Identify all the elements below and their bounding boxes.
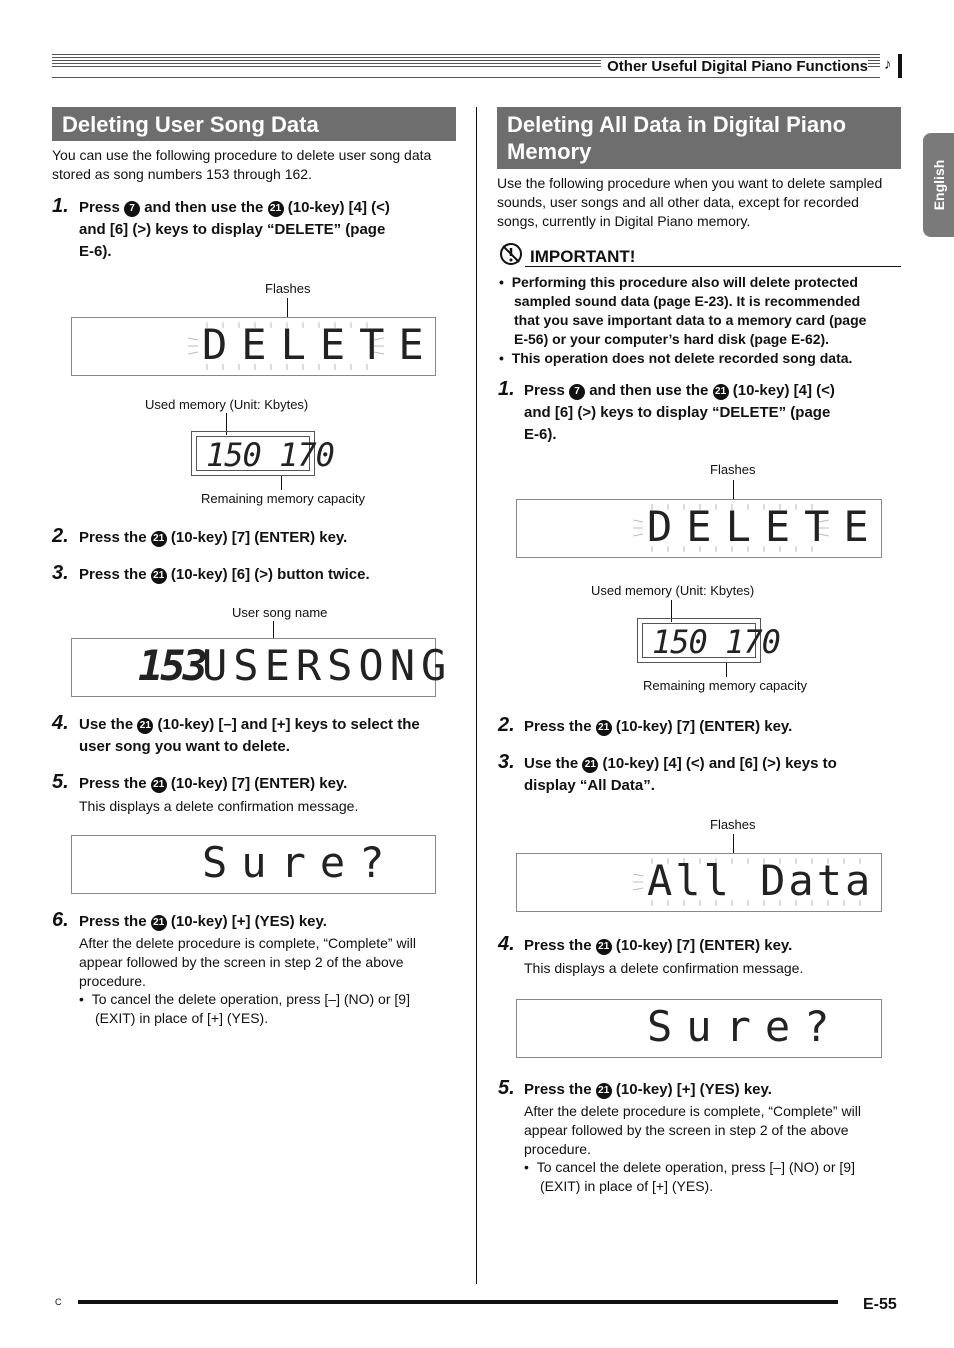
tenkey-badge: 21 — [596, 720, 612, 736]
memory-display: 150 170 — [637, 618, 761, 663]
flashes-caption: Flashes — [710, 817, 756, 832]
lcd-all-data-display: All Data — [516, 853, 882, 912]
used-memory-caption: Used memory (Unit: Kbytes) — [145, 397, 309, 412]
right-intro: Use the following procedure when you want to delete sampled sounds, user songs and all other data, except for recorded songs, currently in Digital Piano memory. — [497, 175, 883, 229]
tenkey-badge: 21 — [268, 201, 284, 217]
flashes-caption: Flashes — [265, 281, 311, 296]
footer-rule — [78, 1300, 838, 1304]
tenkey-badge: 21 — [713, 384, 729, 400]
left-step-3: Press the 21 (10-key) [6] (>) button twice. — [79, 566, 370, 583]
right-step-5-notes: After the delete procedure is complete, “Complete” will appear followed by the screen in step 2 of the above procedure. — [524, 1103, 861, 1157]
important-title: IMPORTANT! — [530, 247, 636, 266]
right-step-5-bullet: • To cancel the delete operation, press [–] (NO) or [9] (EXIT) in place of [+] (YES). — [524, 1159, 855, 1194]
user-song-name-caption: User song name — [232, 605, 328, 620]
step-number: 4. — [498, 933, 515, 955]
left-step-6: Press the 21 (10-key) [+] (YES) key. — [79, 913, 327, 930]
lcd-delete-display: DELETE — [516, 499, 882, 558]
lcd-sure-display: Sure? — [516, 999, 882, 1058]
important-bullets: • Performing this procedure also will delete protected sampled sound data (page E-23). It is recommended that you save important data to a memory card (page E-56) or your computer’s hard disk (page E-62). • This operation does not delete recorded song data. — [499, 274, 867, 366]
button-7-badge: 7 — [124, 201, 140, 217]
step-number: 5. — [498, 1077, 515, 1099]
remaining-memory-caption: Remaining memory capacity — [201, 491, 366, 506]
important-icon — [499, 242, 523, 266]
left-intro: You can use the following procedure to delete user song data stored as song numbers 153 through 162. — [52, 147, 432, 182]
memory-display: 150 170 — [191, 431, 315, 476]
right-step-4-note: This displays a delete confirmation message. — [524, 960, 804, 976]
right-section-title: Deleting All Data in Digital Piano Memory — [497, 107, 901, 169]
step-number: 1. — [498, 378, 515, 400]
footer-mark: C — [55, 1297, 62, 1307]
remaining-memory-caption: Remaining memory capacity — [643, 678, 808, 693]
button-7-badge: 7 — [569, 384, 585, 400]
left-step-4: Use the 21 (10-key) [–] and [+] keys to select the user song you want to delete. — [79, 716, 420, 755]
tenkey-badge: 21 — [151, 568, 167, 584]
tenkey-badge: 21 — [151, 915, 167, 931]
tenkey-badge: 21 — [582, 757, 598, 773]
left-step-1: Press 7 and then use the 21 (10-key) [4] (<) and [6] (>) keys to display “DELETE” (page E-6). — [79, 199, 390, 260]
right-step-3: Use the 21 (10-key) [4] (<) and [6] (>) keys to display “All Data”. — [524, 755, 837, 794]
right-step-1: Press 7 and then use the 21 (10-key) [4] (<) and [6] (>) keys to display “DELETE” (page E-6). — [524, 382, 835, 443]
lcd-usersong-display: 153 USERSONG — [71, 638, 436, 697]
step-number: 1. — [52, 195, 69, 217]
lcd-delete-display — [71, 317, 436, 376]
page-number: E-55 — [863, 1296, 897, 1313]
lcd-sure-display: Sure? — [71, 835, 436, 894]
right-step-4: Press the 21 (10-key) [7] (ENTER) key. — [524, 937, 793, 954]
tenkey-badge: 21 — [151, 531, 167, 547]
left-step-2: Press the 21 (10-key) [7] (ENTER) key. — [79, 529, 348, 546]
step-number: 2. — [52, 525, 69, 547]
step-number: 2. — [498, 714, 515, 736]
tenkey-badge: 21 — [151, 777, 167, 793]
left-step-6-notes: After the delete procedure is complete, “Complete” will appear followed by the screen in step 2 of the above procedure. — [79, 935, 416, 989]
step-number: 6. — [52, 909, 69, 931]
lcd-text: DELETE — [202, 320, 438, 369]
header-title: Other Useful Digital Piano Functions — [601, 58, 868, 75]
left-step-6-bullet: • To cancel the delete operation, press [–] (NO) or [9] (EXIT) in place of [+] (YES). — [79, 991, 410, 1026]
left-step-5-note: This displays a delete confirmation message. — [79, 798, 359, 814]
step-number: 3. — [52, 562, 69, 584]
right-step-5: Press the 21 (10-key) [+] (YES) key. — [524, 1081, 772, 1098]
tenkey-badge: 21 — [137, 718, 153, 734]
language-tab — [923, 133, 954, 237]
tenkey-badge: 21 — [596, 939, 612, 955]
step-number: 3. — [498, 751, 515, 773]
flashes-caption: Flashes — [710, 462, 756, 477]
step-number: 4. — [52, 712, 69, 734]
step-number: 5. — [52, 771, 69, 793]
music-note-icon: ♪ — [880, 54, 902, 78]
right-step-2: Press the 21 (10-key) [7] (ENTER) key. — [524, 718, 793, 735]
left-step-5: Press the 21 (10-key) [7] (ENTER) key. — [79, 775, 348, 792]
used-memory-caption: Used memory (Unit: Kbytes) — [591, 583, 755, 598]
left-section-title: Deleting User Song Data — [52, 107, 456, 141]
language-tab-label: English — [930, 159, 947, 211]
tenkey-badge: 21 — [596, 1083, 612, 1099]
column-divider — [476, 107, 477, 1284]
